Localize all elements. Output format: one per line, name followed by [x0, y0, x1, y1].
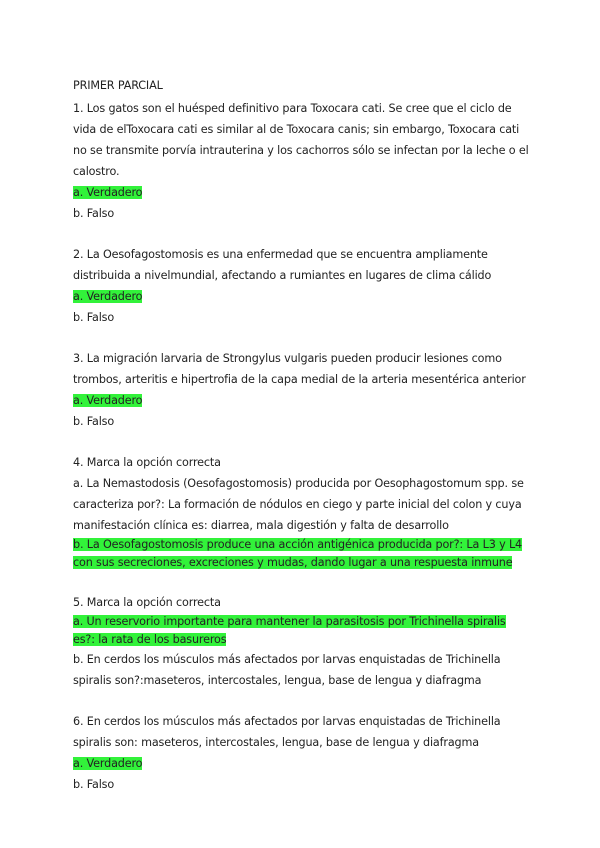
question-2-option-b: b. Falso — [73, 311, 115, 324]
correct-answer-highlight: a. Verdadero — [73, 290, 143, 303]
question-1-text: 1. Los gatos son el huésped definitivo para Toxocara cati. Se cree que el ciclo de vida de elToxocara cati es similar al de Toxocara canis; sin embargo, Toxocara cati no se transmite porvía intrauterina y los cachorros sólo se infectan por la leche o el calostro. — [73, 102, 529, 178]
question-6-text: 6. En cerdos los músculos más afectados por larvas enquistadas de Trichinella spiralis son: maseteros, intercostales, lengua, base de lengua y diafragma — [73, 715, 501, 749]
correct-answer-highlight: a. Verdadero — [73, 757, 143, 770]
question-3-option-b: b. Falso — [73, 415, 115, 428]
document-title: PRIMER PARCIAL — [73, 79, 163, 92]
question-4-option-a: a. La Nemastodosis (Oesofagostomosis) producida por Oesophagostomum spp. se caracteriza por?: La formación de nódulos en ciego y parte inicial del colon y cuya manifestación clínica es: diarrea, mala digestión y falta de desarrollo — [73, 477, 524, 532]
question-3-option-a — [73, 390, 530, 411]
question-5-option-b: b. En cerdos los músculos más afectados por larvas enquistadas de Trichinella spiralis son?:maseteros, intercostales, lengua, base de lengua y diafragma — [73, 653, 501, 687]
correct-answer-highlight: b. La Oesofagostomosis produce una acción antigénica producida por?: La L3 y L4 con sus secreciones, excreciones y mudas, dando lugar a una respuesta inmune — [73, 538, 523, 569]
question-1-option-b: b. Falso — [73, 207, 115, 220]
question-2-option-a — [73, 286, 530, 307]
question-5-option-a — [73, 613, 530, 649]
correct-answer-highlight: a. Verdadero — [73, 186, 143, 199]
question-1-option-a — [73, 182, 530, 203]
question-5-text: 5. Marca la opción correcta — [73, 596, 221, 609]
question-4-option-b — [73, 536, 530, 572]
question-4-text: 4. Marca la opción correcta — [73, 456, 221, 469]
question-6-option-a — [73, 753, 530, 774]
question-6-option-b: b. Falso — [73, 778, 115, 791]
correct-answer-highlight: a. Un reservorio importante para mantener la parasitosis por Trichinella spiralis es?: la rata de los basureros — [73, 615, 506, 646]
correct-answer-highlight: a. Verdadero — [73, 394, 143, 407]
question-3-text: 3. La migración larvaria de Strongylus vulgaris pueden producir lesiones como trombos, arteritis e hipertrofia de la capa medial de la arteria mesentérica anterior — [73, 352, 526, 386]
question-2-text: 2. La Oesofagostomosis es una enfermedad que se encuentra ampliamente distribuida a nivelmundial, afectando a rumiantes en lugares de clima cálido — [73, 248, 492, 282]
